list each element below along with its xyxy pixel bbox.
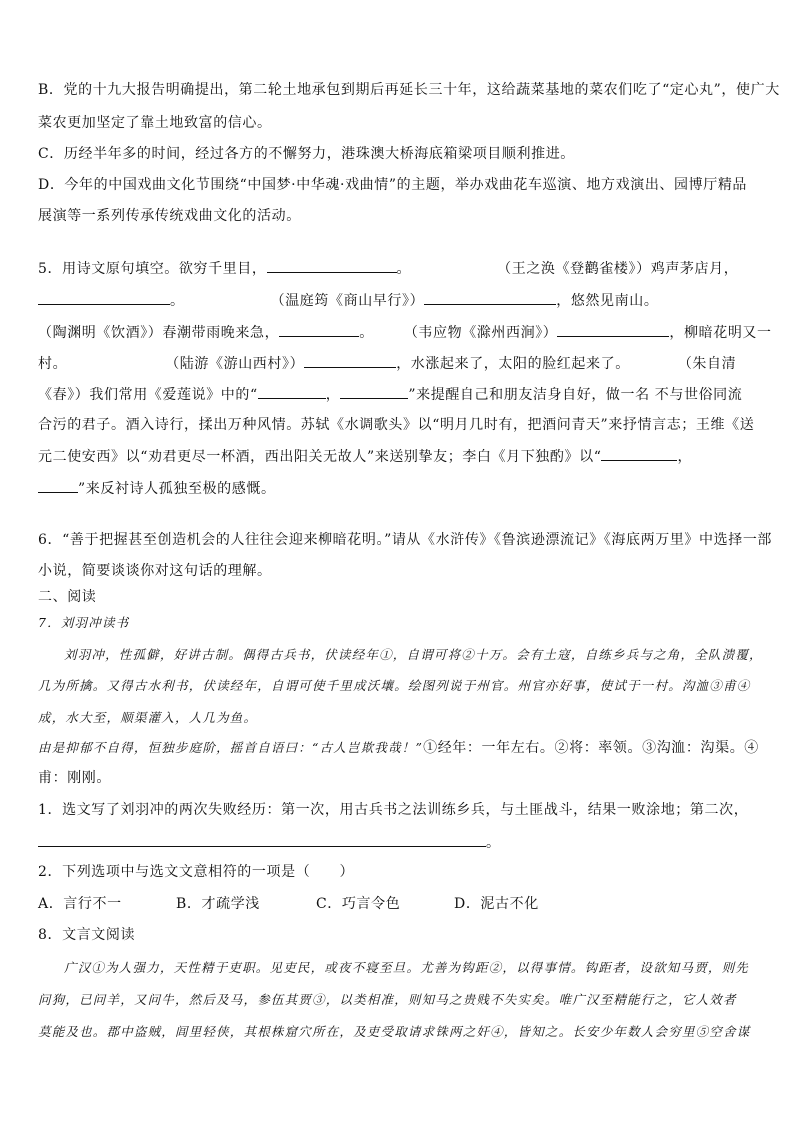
q5-text: ，悠然见南山。 (556, 293, 659, 309)
q8-passage-line2: 问狗，已问羊，又问牛，然后及马，参伍其贾③，以类相准，则知马之贵贱不失实矣。唯广汉至精能行之，它人效者 (38, 992, 737, 1007)
q5-text: ”来反衬诗人孤独至极的感慨。 (78, 481, 276, 497)
q5-line4 (38, 353, 758, 374)
q5-text: （陶渊明《饮酒》）春潮带雨晚来急， (38, 325, 280, 341)
answer-blank[interactable] (38, 832, 486, 847)
option-c[interactable]: C．巧言令色 (316, 896, 401, 912)
q4-option-b-line2: 菜农更加坚定了靠土地致富的信心。 (38, 115, 272, 131)
q5-text: 。 (170, 293, 185, 309)
q5-line2 (38, 290, 758, 311)
q5-text: 。 (396, 261, 412, 277)
q7-options (38, 894, 758, 914)
option-d[interactable]: D．泥古不化 (454, 896, 539, 912)
q5-text: ”来提醒自己和朋友洁身自好，做一名 不与世俗同流 (408, 387, 743, 403)
q4-option-d-line1: D．今年的中国戏曲文化节围绕“中国梦·中华魂·戏曲情”的主题，举办戏曲花车巡演、地方戏演出、园博厅精品 (38, 177, 748, 193)
q6-line1: 6．“善于把握甚至创造机会的人往往会迎来柳暗花明。”请从《水浒传》《鲁滨逊漂流记》《海底两万里》中选择一部 (38, 532, 773, 548)
q5-text: （朱自清 (677, 356, 737, 372)
answer-blank[interactable] (38, 478, 78, 493)
q7-subquestion-1-answer (38, 832, 758, 853)
option-b[interactable]: B．才疏学浅 (176, 896, 260, 912)
q8-title: 8．文言文阅读 (38, 927, 136, 943)
q5-text: ， (677, 449, 693, 465)
q8-passage-line3: 莫能及也。郡中盗贼，闾里轻侠，其根株窟穴所在，及吏受取请求铢两之奸④，皆知之。长安少年数人会穷里⑤空舍谋 (38, 1024, 751, 1039)
q5-text: （王之涣《登鹳雀楼》）鸡声茅店月， (497, 261, 739, 277)
answer-blank[interactable] (340, 384, 408, 399)
q5-line5 (38, 384, 758, 405)
q7-subquestion-2: 2．下列选项中与选文文意相符的一项是（ ） (38, 864, 355, 880)
answer-blank[interactable] (557, 322, 669, 337)
q5-text: 元二使安西》以“劝君更尽一杯酒，西出阳关无故人”来送别挚友；李白《月下独酌》以“ (38, 449, 602, 465)
q5-text: （韦应物《滁州西涧》） (403, 325, 558, 341)
q7-passage-line1: 刘羽冲，性孤僻，好讲古制。偶得古兵书，伏读经年①，自谓可将②十万。会有土寇，自练乡兵与之角，全队溃覆， (64, 647, 763, 662)
answer-blank[interactable] (267, 258, 397, 273)
q5-text: 5．用诗文原句填空。欲穷千里目， (38, 261, 267, 277)
q5-line7 (38, 446, 758, 467)
q8-passage-line1: 广汉①为人强力，天性精于吏职。见吏民，或夜不寝至旦。尤善为钩距②，以得事情。钩距者，设欲知马贾，则先 (64, 960, 750, 975)
q5-text: （陆游《游山西村》） (165, 356, 305, 372)
q7-passage-line4 (38, 738, 758, 758)
q5-text: 《春》）我们常用《爱莲说》中的“ (38, 387, 258, 403)
answer-blank[interactable] (601, 446, 677, 461)
q7-notes-line2: 甫：刚刚。 (38, 770, 111, 786)
q4-option-c: C．历经半年多的时间，经过各方的不懈努力，港珠澳大桥海底箱梁项目顺利推进。 (38, 146, 575, 162)
option-a[interactable]: A．言行不一 (38, 896, 122, 912)
answer-blank[interactable] (258, 384, 326, 399)
q5-text: 。 (359, 325, 374, 341)
section-heading: 二、阅读 (38, 589, 97, 605)
q4-option-b-line1: B．党的十九大报告明确提出，第二轮土地承包到期后再延长三十年，这给蔬菜基地的菜农们吃了“定心丸”，使广大 (38, 82, 780, 98)
q4-option-d-line2: 展演等一系列传承传统戏曲文化的活动。 (38, 208, 301, 224)
answer-blank[interactable] (424, 290, 556, 305)
q7-passage-line3: 成，水大至，顺渠灌入，人几为鱼。 (38, 710, 258, 725)
q7-passage-text: 由是抑郁不自得，恒独步庭阶，摇首自语曰：“古人岂欺我哉！” (38, 740, 424, 755)
q7-subquestion-1: 1．选文写了刘羽冲的两次失败经历：第一次，用古兵书之法训练乡兵，与土匪战斗，结果一败涂地；第二次， (38, 802, 749, 818)
q5-text: 村。 (38, 356, 68, 372)
answer-blank[interactable] (38, 290, 170, 305)
q7-passage-line2: 几为所擒。又得古水利书，伏读经年，自谓可使千里成沃壤。绘图列说于州官。州官亦好事，使试于一村。沟洫③甫④ (38, 678, 751, 693)
answer-blank[interactable] (304, 353, 396, 368)
q5-line1 (38, 258, 758, 279)
q5-text: （温庭筠《商山早行》） (270, 293, 425, 309)
q7-text: 。 (486, 835, 501, 851)
q5-line3 (38, 322, 772, 343)
q5-line8 (38, 478, 758, 499)
q7-title: 7．刘羽冲读书 (38, 615, 130, 630)
q7-notes: ①经年：一年左右。②将：率领。③沟洫：沟渠。④ (423, 740, 759, 756)
answer-blank[interactable] (279, 322, 359, 337)
q5-text: ，水涨起来了，太阳的脸红起来了。 (396, 356, 630, 372)
q5-text: ， (325, 387, 341, 403)
q5-line6: 合污的君子。酒入诗行，揉出万种风情。苏轼《水调歌头》以“明月几时有，把酒问青天”来抒情言志；王维《送 (38, 417, 755, 433)
q5-text: ，柳暗花明又一 (669, 325, 772, 341)
q6-line2: 小说，简要谈谈你对这句话的理解。 (38, 563, 272, 579)
